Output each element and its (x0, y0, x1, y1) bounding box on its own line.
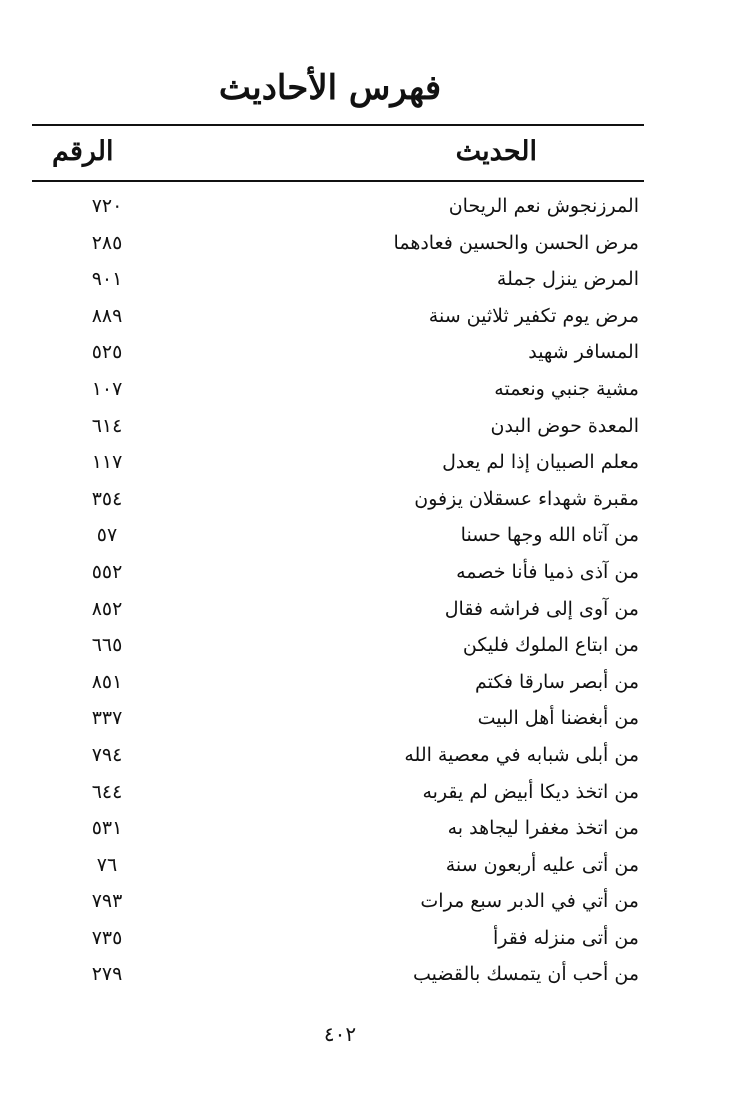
list-item (32, 408, 644, 445)
hadith-text: معلم الصبيان إذا لم يعدل (442, 451, 639, 474)
hadith-number: ٧٦ (96, 853, 118, 876)
hadith-text: من آتاه الله وجها حسنا (460, 524, 639, 547)
hadith-text: من اتخذ مغفرا ليجاهد به (447, 817, 639, 840)
hadith-number: ٦٤٤ (91, 780, 123, 803)
hadith-text: المرزنجوش نعم الريحان (448, 195, 639, 217)
list-item (32, 188, 644, 225)
list-item (32, 700, 644, 737)
list-item (32, 627, 644, 664)
list-item (32, 371, 644, 408)
list-item (32, 334, 644, 371)
header-rule (32, 180, 644, 182)
list-item (32, 737, 644, 774)
hadith-number: ٥٧ (96, 524, 118, 547)
hadith-text: مرض الحسن والحسين فعادهما (393, 231, 639, 254)
hadith-number: ٣٥٤ (91, 487, 123, 510)
list-item (32, 956, 644, 993)
hadith-number: ٧٩٤ (91, 743, 123, 766)
hadith-text: من أتى عليه أربعون سنة (445, 853, 639, 876)
hadith-number: ١٠٧ (91, 377, 123, 400)
list-item (32, 883, 644, 920)
page-title: فهرس الأحاديث (218, 68, 442, 108)
hadith-number: ٧٢٠ (91, 195, 123, 217)
list-item (32, 517, 644, 554)
hadith-text: من ابتاع الملوك فليكن (462, 634, 639, 657)
list-item (32, 554, 644, 591)
hadith-text: من أبلى شبابه في معصية الله (404, 743, 639, 766)
hadith-text: المسافر شهيد (528, 341, 639, 364)
hadith-text: من أبصر سارقا فكتم (475, 670, 639, 693)
hadith-number: ٢٧٩ (91, 963, 123, 986)
list-item (32, 591, 644, 628)
list-item (32, 225, 644, 262)
hadith-number: ٣٣٧ (91, 707, 123, 730)
list-item (32, 664, 644, 701)
hadith-text: من آوى إلى فراشه فقال (444, 597, 639, 620)
column-header-number: الرقم (52, 136, 114, 167)
hadith-text: من آذى ذميا فأنا خصمه (456, 560, 639, 583)
list-item (32, 810, 644, 847)
hadith-text: من أتى منزله فقرأ (493, 926, 639, 949)
list-item (32, 920, 644, 957)
list-item (32, 298, 644, 335)
hadith-text: المعدة حوض البدن (490, 414, 639, 437)
hadith-number: ٨٥٢ (91, 597, 123, 620)
hadith-text: من اتخذ ديكا أبيض لم يقربه (422, 780, 639, 803)
hadith-text: مرض يوم تكفير ثلاثين سنة (428, 304, 639, 327)
list-item (32, 774, 644, 811)
hadith-text: من أبغضنا أهل البيت (477, 707, 639, 730)
list-item (32, 847, 644, 884)
column-header-hadith: الحديث (455, 136, 537, 167)
hadith-number: ٧٣٥ (91, 926, 123, 949)
hadith-number: ٥٥٢ (91, 560, 123, 583)
hadith-number: ٩٠١ (91, 268, 123, 291)
hadith-number: ١١٧ (91, 451, 123, 474)
hadith-number: ٨٥١ (91, 670, 123, 693)
hadith-text: من أحب أن يتمسك بالقضيب (412, 963, 639, 986)
hadith-number: ٥٣١ (91, 817, 123, 840)
list-item (32, 444, 644, 481)
hadith-text: مقبرة شهداء عسقلان يزفون (414, 487, 639, 510)
hadith-text: من أتي في الدبر سبع مرات (420, 890, 639, 913)
hadith-number: ٥٢٥ (91, 341, 123, 364)
hadith-number: ٢٨٥ (91, 231, 123, 254)
top-rule (32, 124, 644, 126)
hadith-text: المرض ينزل جملة (496, 268, 639, 291)
hadith-number: ٧٩٣ (91, 890, 123, 913)
page-number: ٤٠٢ (323, 1022, 357, 1046)
list-item (32, 261, 644, 298)
hadith-number: ٦١٤ (91, 414, 123, 437)
hadith-index-list (32, 188, 644, 993)
hadith-number: ٨٨٩ (91, 304, 123, 327)
hadith-text: مشية جنبي ونعمته (494, 377, 639, 400)
list-item (32, 481, 644, 518)
hadith-number: ٦٦٥ (91, 634, 123, 657)
